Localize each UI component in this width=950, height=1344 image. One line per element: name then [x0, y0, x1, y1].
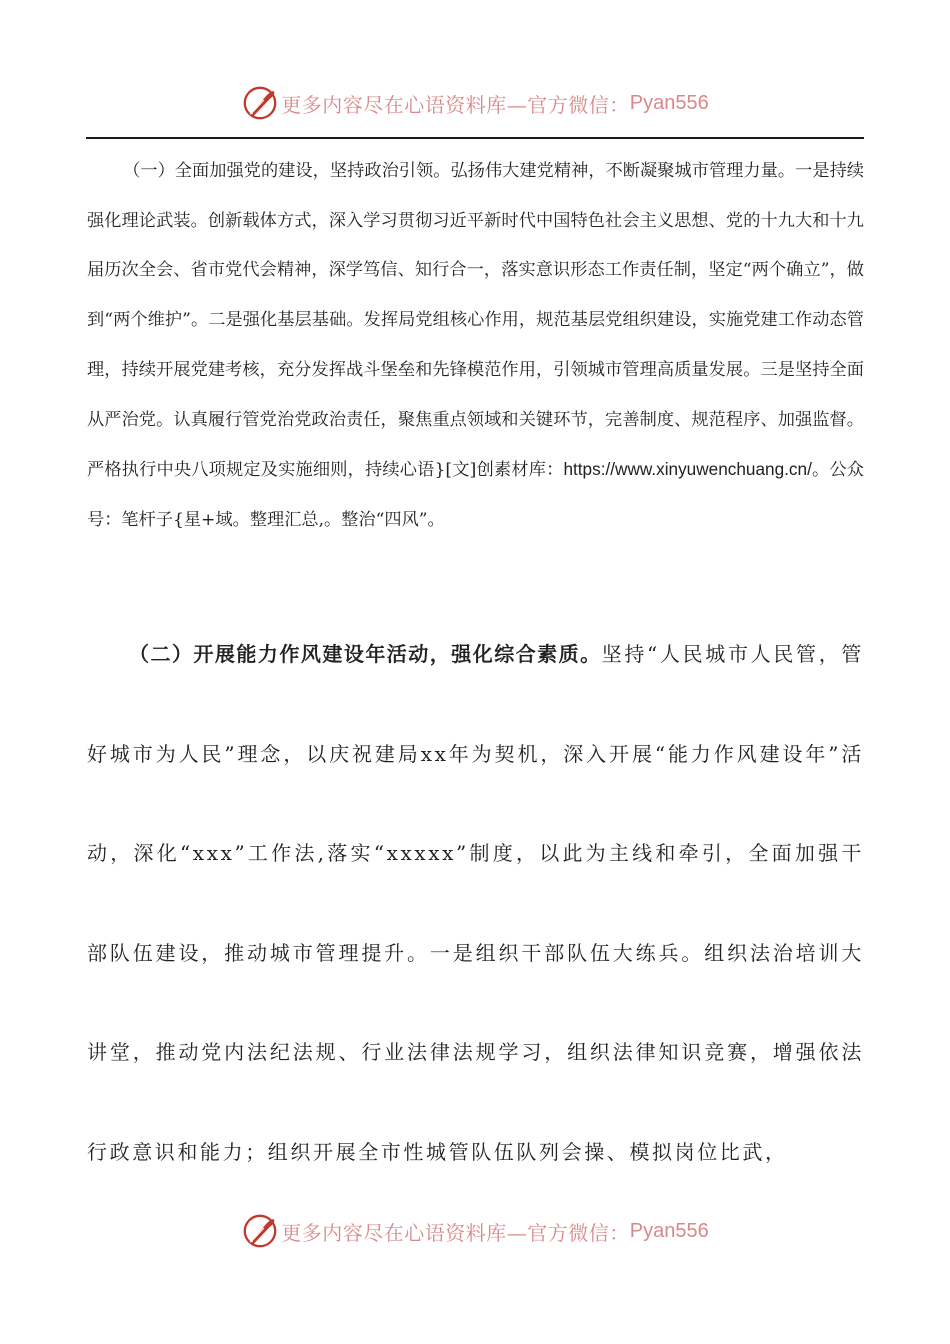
footer-banner-text: 更多内容尽在心语资料库—官方微信：: [281, 1220, 630, 1245]
paragraph-one-url: https://www.xinyuwenchuang.cn/: [563, 459, 812, 480]
header-banner-text: 更多内容尽在心语资料库—官方微信：: [281, 92, 630, 117]
paragraph-two: [87, 605, 864, 1203]
header-banner-content: [241, 84, 708, 122]
paragraph-two-body: 坚持“人民城市人民管，管好城市为人民”理念，以庆祝建局xx年为契机，深入开展“能力作风建设年”活动，深化“xxx”工作法,落实“xxxxx”制度，以此为主线和牵引，全面加强干部队伍建设，推动城市管理提升。一是组织干部队伍大练兵。组织法治培训大讲堂，推动党内法纪法规、行业法律法规学习，组织法律知识竞赛，增强依法行政意识和能力；组织开展全市性城管队伍队列会操、模拟岗位比武，: [87, 642, 864, 1164]
paragraph-one-text: （一）全面加强党的建设，坚持政治引领。弘扬伟大建党精神，不断凝聚城市管理力量。一是持续强化理论武装。创新载体方式，深入学习贯彻习近平新时代中国特色社会主义思想、党的十九大和十九届历次全会、省市党代会精神，深学笃信、知行合一，落实意识形态工作责任制，坚定“两个确立”，做到“两个维护”。二是强化基层基础。发挥局党组核心作用，规范基层党组织建设，实施党建工作动态管理，持续开展党建考核，充分发挥战斗堡垒和先锋模范作用，引领城市管理高质量发展。三是坚持全面从严治党。认真履行管党治党政治责任，聚焦重点领域和关键环节，完善制度、规范程序、加强监督。严格执行中央八项规定及实施细则，持续心语}[文]创素材库：: [87, 161, 864, 481]
paragraph-one: [87, 147, 864, 546]
footer-wechat-id: Pyan556: [629, 1219, 709, 1242]
footer-banner-content: [241, 1212, 708, 1250]
header-wechat-id: Pyan556: [629, 91, 709, 114]
header-banner: [0, 81, 950, 125]
paragraph-one-tail: 。公众号：笔杆子{星+域。整理汇总,。整治“四风”。: [87, 460, 864, 530]
quill-pen-logo-icon: [241, 1212, 279, 1250]
footer-banner: [0, 1209, 950, 1253]
header-divider: [86, 137, 864, 139]
quill-pen-logo-icon: [241, 84, 279, 122]
paragraph-two-heading: （二）开展能力作风建设年活动，强化综合素质。: [129, 642, 602, 666]
